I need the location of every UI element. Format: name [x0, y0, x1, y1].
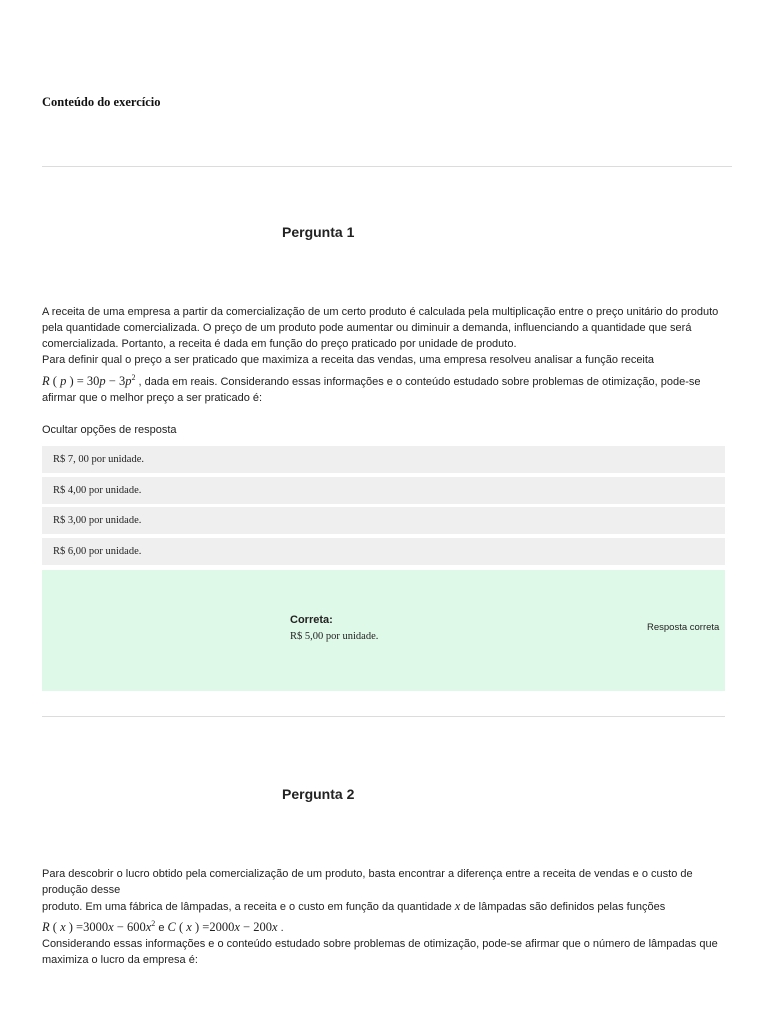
correct-answer-text: R$ 5,00 por unidade. [290, 631, 379, 642]
question-2-paragraph-3: Considerando essas informações e o conteúdo estudado sobre problemas de otimização, pode-se afirmar que o número de lâmpadas que maximiza o lucro da empresa é: [42, 938, 718, 967]
answer-option-4[interactable]: R$ 6,00 por unidade. [42, 538, 725, 565]
answer-option-1[interactable]: R$ 7, 00 por unidade. [42, 446, 725, 473]
answer-option-3[interactable]: R$ 3,00 por unidade. [42, 507, 725, 534]
question-2-title: Pergunta 2 [282, 786, 355, 802]
divider-top [42, 166, 732, 167]
question-1-paragraph-3-text: , dada em reais. Considerando essas informações e o conteúdo estudado sobre problemas de otimização, pode-se afirmar que o melhor preço a ser praticado é: [42, 376, 701, 405]
question-2-formulas: R ( x ) $=3000x - 600x^2$ e C ( x ) =2000x − 200x . [42, 919, 284, 935]
and-word: e [158, 922, 165, 935]
answer-option-2[interactable]: R$ 4,00 por unidade. [42, 477, 725, 504]
divider-middle [42, 716, 725, 717]
revenue-formula: R ( x ) $=3000x - 600x^2$ [42, 919, 156, 935]
variable-x: x [454, 899, 461, 913]
question-1-paragraph-1: A receita de uma empresa a partir da comercialização de um certo produto é calculada pela multiplicação entre o preço unitário do produto pela quantidade comercializada. O preço de um produto pode aumentar ou diminuir a demanda, influenciando a quantidade que será comercializada. Portanto, a receita é dada em função do preço praticado por unidade de produto. [42, 306, 719, 350]
correct-label: Correta: [290, 614, 333, 626]
question-1-formula: R ( p ) = $30p - 3p^2$ [42, 373, 136, 389]
cost-formula: C ( x ) =2000x − 200x [167, 920, 278, 935]
question-2-paragraph-2: produto. Em uma fábrica de lâmpadas, a receita e o custo em função da quantidade x de lâmpadas são definidos pelas funções [42, 899, 666, 913]
correct-answer-box [42, 570, 725, 691]
hide-answer-options-link[interactable]: Ocultar opções de resposta [42, 424, 177, 436]
question-2-paragraph-1: Para descobrir o lucro obtido pela comercialização de um produto, basta encontrar a diferença entre a receita de vendas e o custo de produção desse [42, 868, 693, 896]
correct-answer-tag: Resposta correta [647, 622, 720, 633]
question-2-statement [42, 866, 732, 968]
question-1-paragraph-2: Para definir qual o preço a ser praticado que maximiza a receita das vendas, uma empresa resolveu analisar a função receita [42, 354, 655, 366]
question-1-statement [42, 304, 732, 406]
question-1-title: Pergunta 1 [282, 224, 355, 240]
page-heading: Conteúdo do exercício [42, 95, 161, 109]
question-1-paragraph-3 [42, 370, 732, 406]
